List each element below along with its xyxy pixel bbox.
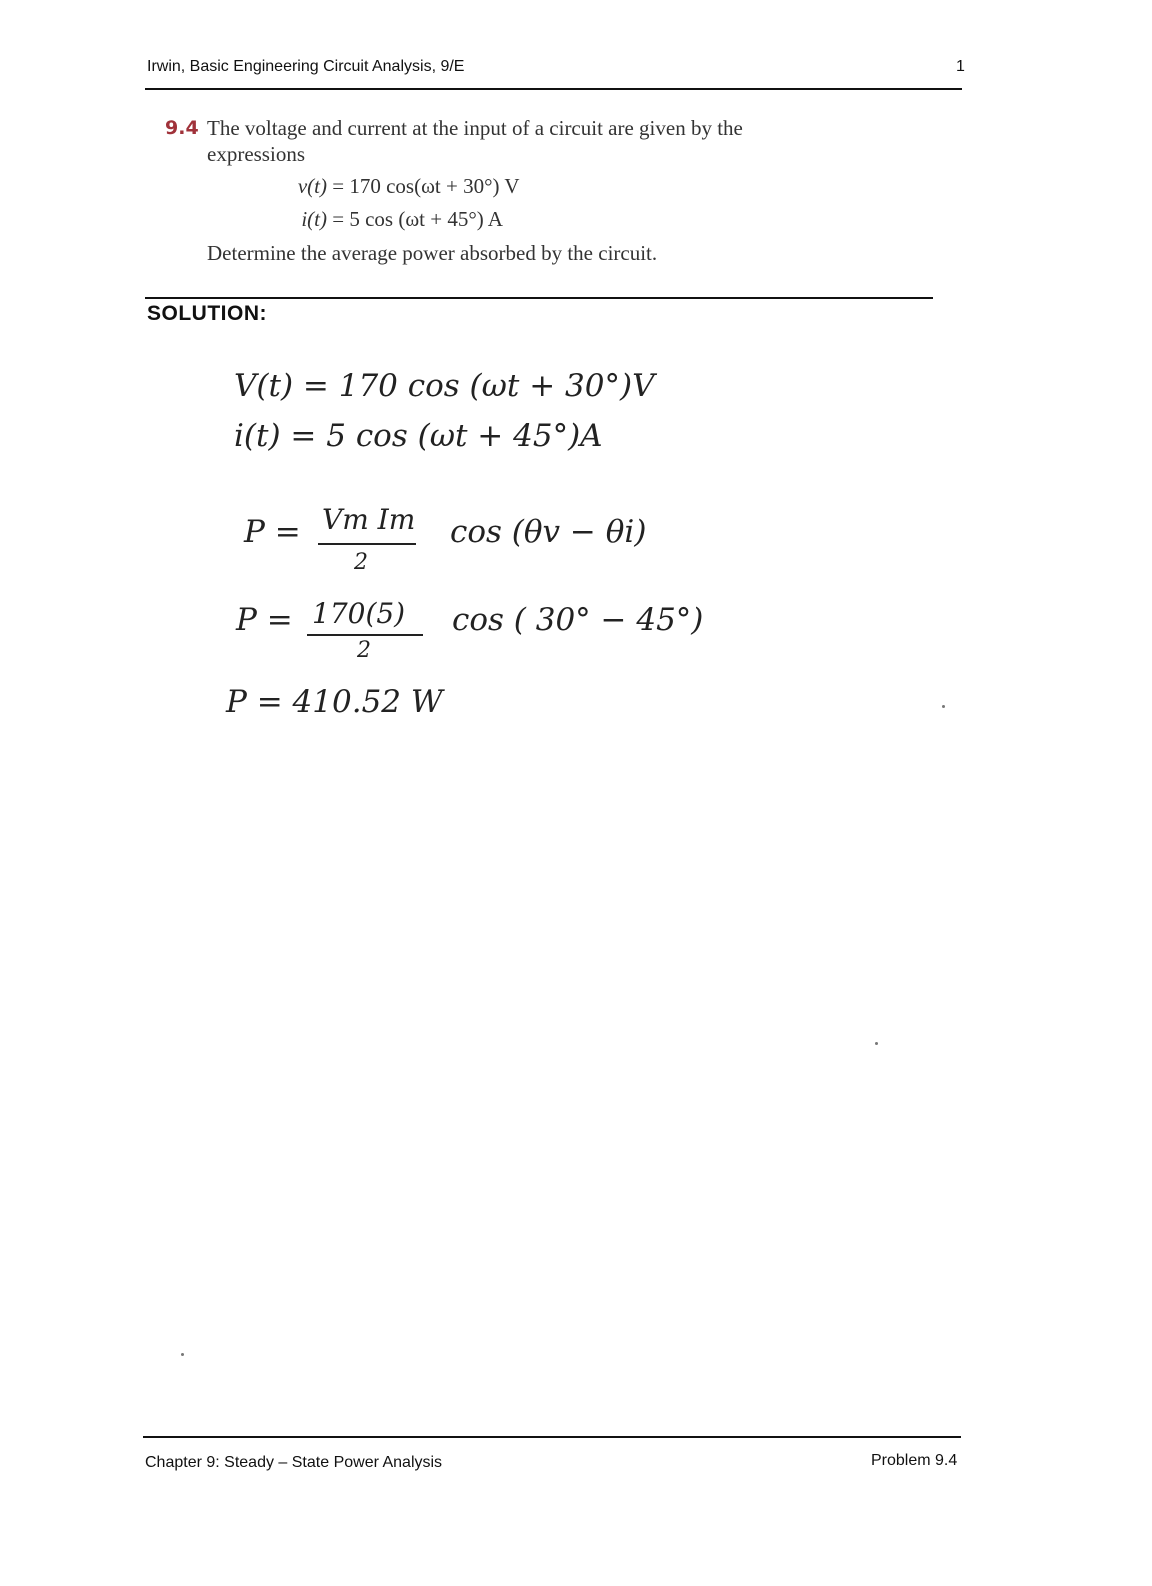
solution-voltage-line: V(t) = 170 cos (ωt + 30°)V [234,368,655,404]
footer-chapter: Chapter 9: Steady – State Power Analysis [145,1454,443,1471]
voltage-equation [265,174,520,199]
solution-current-line: i(t) = 5 cos (ωt + 45°)A [234,418,603,454]
solution-label: SOLUTION: [147,302,267,325]
problem-number: 9.4 [165,117,199,139]
substitution-fraction-bar [307,634,423,636]
voltage-rhs: = 170 cos(ωt + 30°) V [332,174,520,198]
substitution-numerator: 170(5) [312,597,406,630]
header-title: Irwin, Basic Engineering Circuit Analysis, 9/E [147,58,465,75]
formula-numerator: Vm Im [322,503,416,536]
scan-speck [181,1353,184,1356]
header-rule [145,88,962,90]
solution-result: P = 410.52 W [226,684,443,720]
current-equation [265,207,503,232]
substitution-denominator: 2 [357,638,371,663]
formula-fraction-bar [318,543,416,545]
substitution-lhs: P = [236,602,293,638]
formula-rhs: cos (θv − θi) [450,514,647,550]
formula-denominator: 2 [354,550,368,575]
substitution-rhs: cos ( 30° − 45°) [452,602,704,638]
page-number: 1 [956,58,965,75]
current-rhs: = 5 cos (ωt + 45°) A [332,207,503,231]
solution-rule [145,297,933,299]
problem-question: Determine the average power absorbed by the circuit. [207,241,658,265]
scan-speck [875,1042,878,1045]
voltage-lhs: v(t) [297,174,327,198]
current-lhs: i(t) [301,207,327,231]
problem-statement: The voltage and current at the input of a circuit are given by the expressions [207,116,743,166]
formula-lhs: P = [244,514,301,550]
footer-problem-ref: Problem 9.4 [871,1452,958,1469]
footer-rule [143,1436,961,1438]
scan-speck [942,705,945,708]
